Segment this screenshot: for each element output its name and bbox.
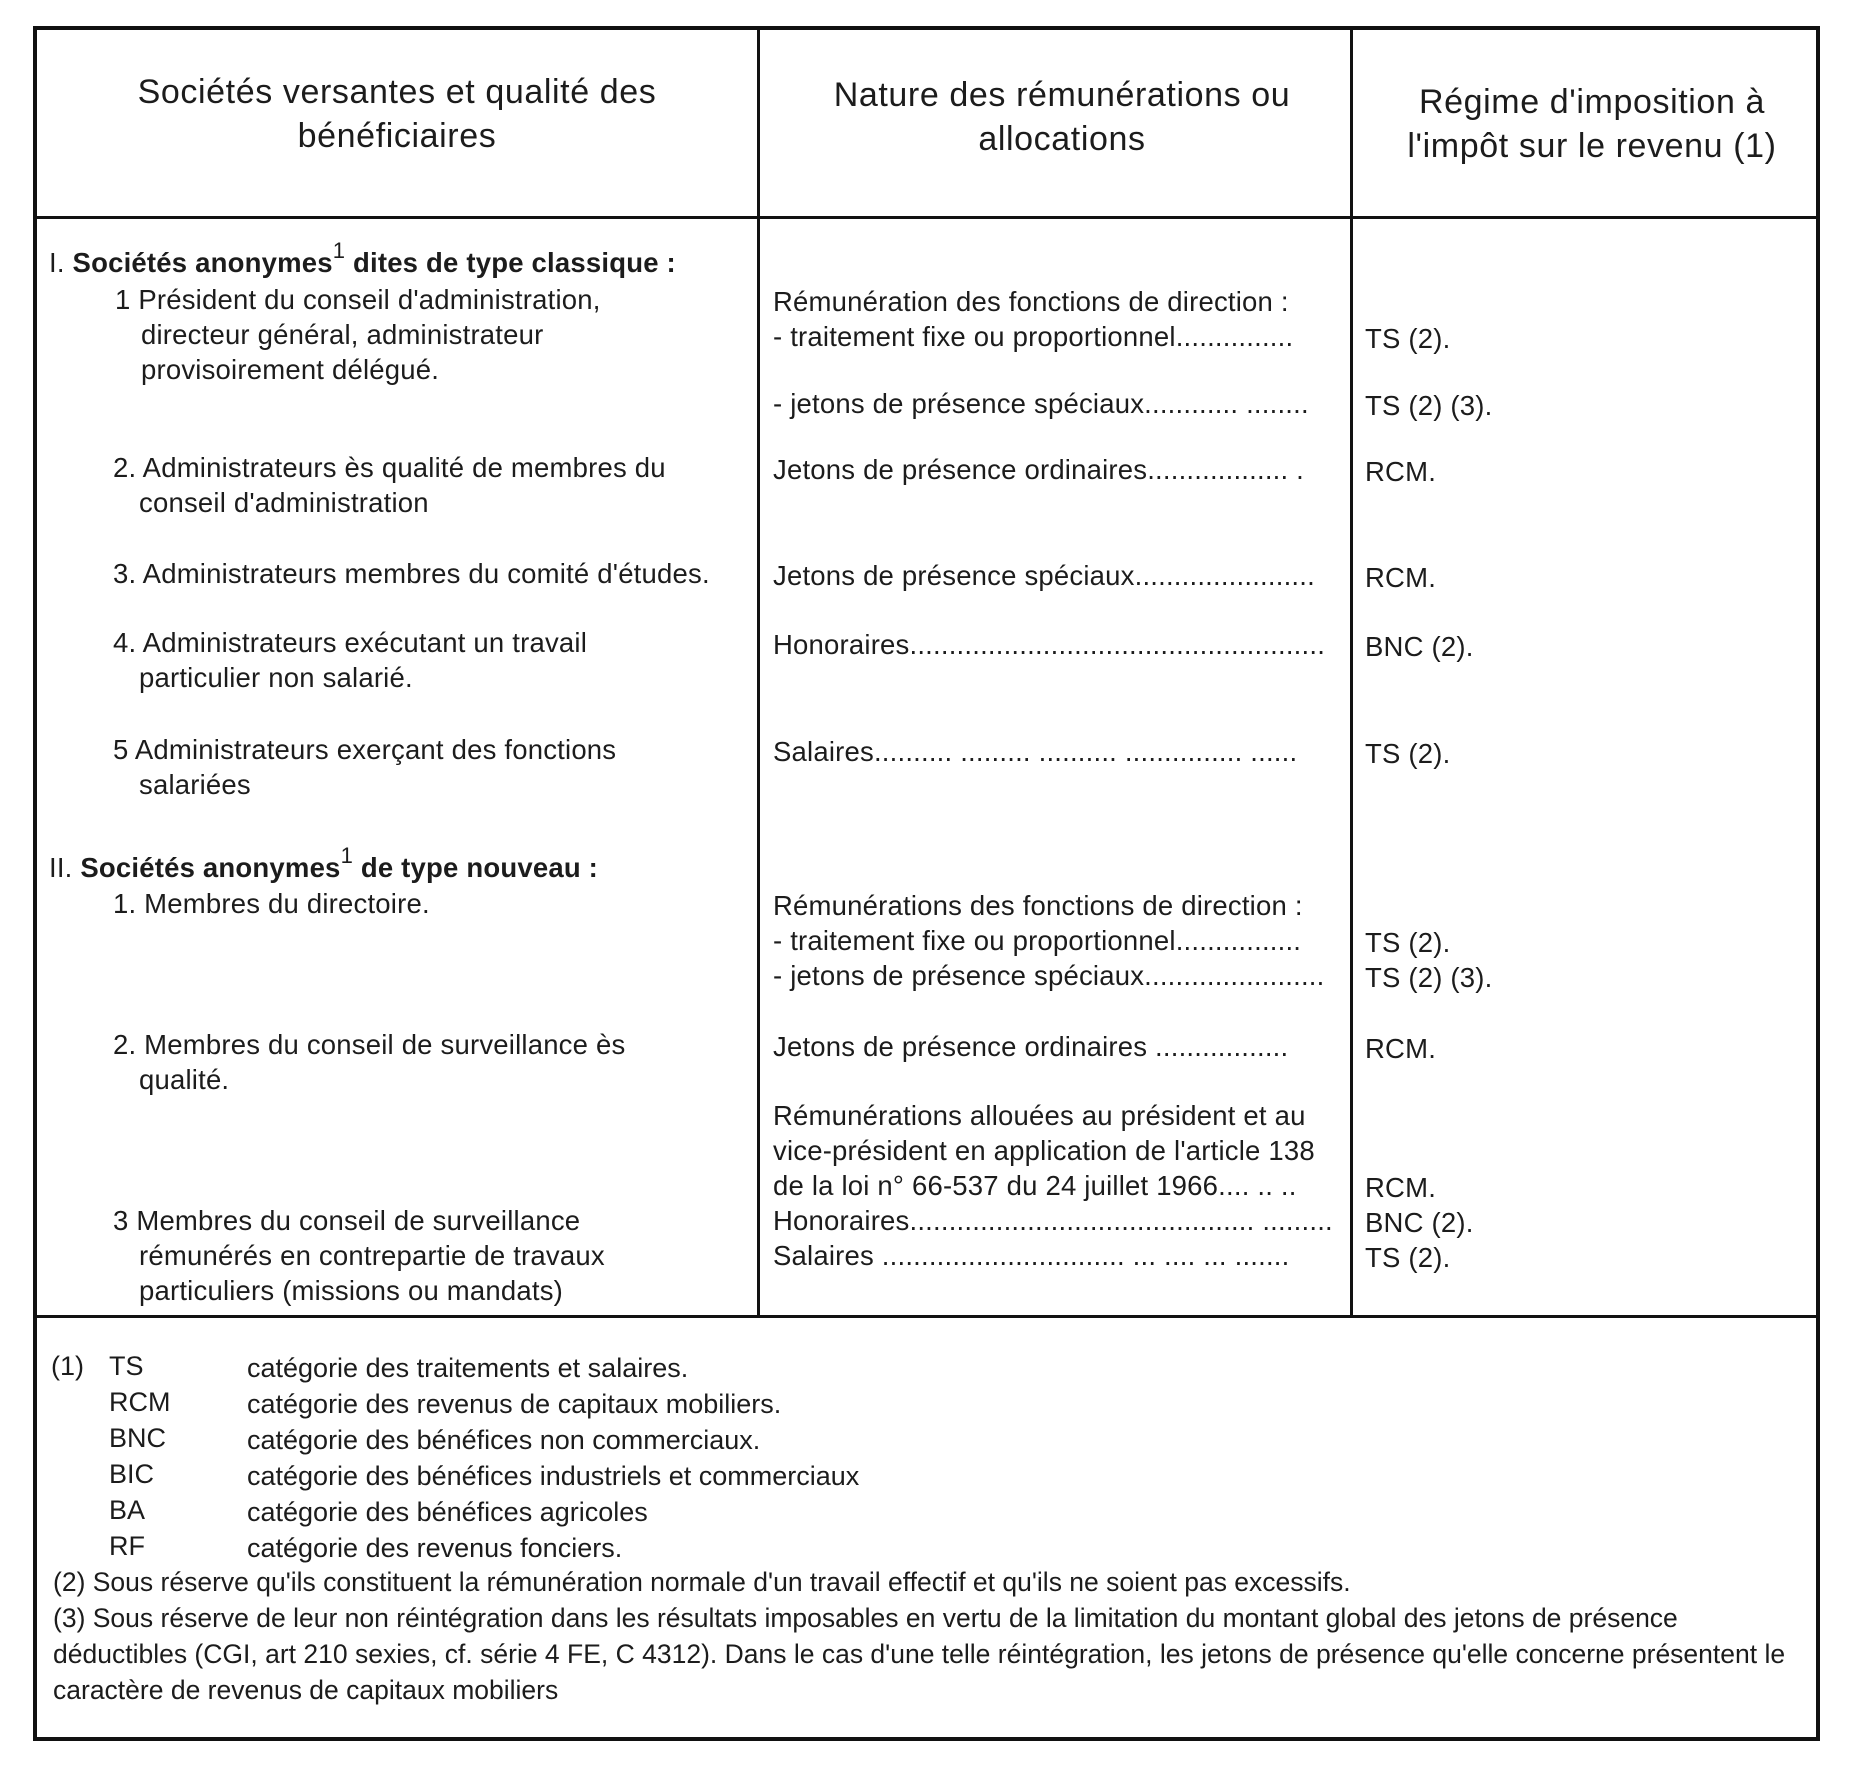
- abbr-desc: catégorie des bénéfices non commerciaux.: [247, 1425, 761, 1455]
- s1-item3-nature: Jetons de présence spéciaux.......................: [773, 560, 1315, 591]
- section1-title-a: Sociétés anonymes: [72, 247, 333, 278]
- s2-item3-regime-2: TS (2).: [1365, 1242, 1451, 1273]
- column-divider-1: [757, 30, 760, 1315]
- note1-label: (1): [51, 1351, 84, 1381]
- s2-item1-nature-head: Rémunérations des fonctions de direction :: [773, 890, 1303, 921]
- abbr-code: TS: [109, 1351, 144, 1381]
- s2-item1-nature-2: - jetons de présence spéciaux.......................: [773, 960, 1325, 991]
- s2-item2-nature-b1: Rémunérations allouées au président et au: [773, 1100, 1306, 1131]
- header-col3: Régime d'imposition à l'impôt sur le revenu (1): [1407, 83, 1777, 165]
- notes-divider: [37, 1315, 1816, 1318]
- section2-title-a: Sociétés anonymes: [80, 852, 341, 883]
- s2-item3-nature-2: Salaires ............................... ... .... ... .......: [773, 1240, 1290, 1271]
- s2-item3-nature-1: Honoraires............................................ .........: [773, 1205, 1333, 1236]
- s1-item2-nature: Jetons de présence ordinaires.................. .: [773, 454, 1305, 485]
- tax-regime-table: [33, 26, 1820, 1741]
- s1-item4-regime: BNC (2).: [1365, 631, 1474, 662]
- section1-roman: I.: [49, 247, 65, 278]
- s1-item3-regime: RCM.: [1365, 562, 1437, 593]
- section2-title-b: de type nouveau :: [353, 852, 599, 883]
- s1-item1-regime-2: TS (2) (3).: [1365, 390, 1493, 421]
- abbr-desc: catégorie des bénéfices industriels et commerciaux: [247, 1461, 860, 1491]
- s1-item5-nature: Salaires.......... ......... .......... ............... ......: [773, 736, 1298, 767]
- section1-title: [49, 238, 676, 280]
- abbr-desc: catégorie des revenus fonciers.: [247, 1533, 623, 1563]
- s1-item5-line2: salariées: [139, 769, 251, 800]
- s1-item2-line1: 2. Administrateurs ès qualité de membres du: [113, 452, 666, 483]
- s1-item5-line1: 5 Administrateurs exerçant des fonctions: [113, 734, 617, 765]
- s2-item3-line1: 3 Membres du conseil de surveillance: [113, 1205, 581, 1236]
- abbr-code: RF: [109, 1531, 145, 1561]
- s1-item2-line2: conseil d'administration: [139, 487, 429, 518]
- s1-item3-line1: 3. Administrateurs membres du comité d'études.: [113, 558, 710, 589]
- abbr-code: BA: [109, 1495, 146, 1525]
- s1-item1-line1: 1 Président du conseil d'administration,: [115, 284, 601, 315]
- s1-item1-nature-1: - traitement fixe ou proportionnel...............: [773, 321, 1294, 352]
- header-divider: [37, 216, 1816, 219]
- header-col1: Sociétés versantes et qualité des bénéficiaires: [137, 73, 657, 155]
- abbr-desc: catégorie des revenus de capitaux mobiliers.: [247, 1389, 782, 1419]
- s2-item3-regime-1: BNC (2).: [1365, 1207, 1474, 1238]
- note-2: (2) Sous réserve qu'ils constituent la rémunération normale d'un travail effectif et qu'ils ne soient pas excessifs.: [53, 1567, 1351, 1597]
- section2-footnote-ref: 1: [340, 843, 353, 868]
- abbr-desc: catégorie des traitements et salaires.: [247, 1353, 689, 1383]
- s1-item1-nature-2: - jetons de présence spéciaux............ ........: [773, 388, 1309, 419]
- s2-item3-line3: particuliers (missions ou mandats): [139, 1275, 564, 1306]
- s2-item2-regime: RCM.: [1365, 1033, 1437, 1064]
- s2-item1-line1: 1. Membres du directoire.: [113, 888, 430, 919]
- abbr-desc: catégorie des bénéfices agricoles: [247, 1497, 648, 1527]
- note-3: (3) Sous réserve de leur non réintégration dans les résultats imposables en vertu de la limitation du montant global des jetons de présence déductibles (CGI, art 210 sexies, cf. série 4 FE, C 4312). Dans le cas d'une telle réintégration, les jetons de présence qu'elle concerne présentent le caractère de revenus de capitaux mobiliers: [53, 1603, 1786, 1705]
- s2-item2-regime-b: RCM.: [1365, 1172, 1437, 1203]
- s2-item1-regime-2: TS (2) (3).: [1365, 962, 1493, 993]
- s2-item1-regime-1: TS (2).: [1365, 927, 1451, 958]
- s1-item1-regime-1: TS (2).: [1365, 323, 1451, 354]
- s2-item2-nature-b3: de la loi n° 66-537 du 24 juillet 1966.... .. ..: [773, 1170, 1297, 1201]
- s2-item2-line1: 2. Membres du conseil de surveillance ès: [113, 1029, 626, 1060]
- s1-item4-nature: Honoraires.....................................................: [773, 629, 1326, 660]
- s1-item1-line3: provisoirement délégué.: [141, 354, 440, 385]
- abbr-code: BIC: [109, 1459, 155, 1489]
- s1-item4-line2: particulier non salarié.: [139, 662, 413, 693]
- s1-item1-nature-head: Rémunération des fonctions de direction :: [773, 286, 1289, 317]
- section1-footnote-ref: 1: [332, 238, 346, 263]
- section2-roman: II.: [49, 852, 73, 883]
- s1-item5-regime: TS (2).: [1365, 738, 1451, 769]
- section2-title: [49, 843, 599, 885]
- abbr-code: RCM: [109, 1387, 171, 1417]
- s2-item1-nature-1: - traitement fixe ou proportionnel................: [773, 925, 1302, 956]
- s2-item2-nature: Jetons de présence ordinaires .................: [773, 1031, 1289, 1062]
- s2-item2-line2: qualité.: [139, 1064, 230, 1095]
- s1-item4-line1: 4. Administrateurs exécutant un travail: [113, 627, 588, 658]
- header-col2: Nature des rémunérations ou allocations: [833, 76, 1291, 158]
- abbr-code: BNC: [109, 1423, 167, 1453]
- s2-item3-line2: rémunérés en contrepartie de travaux: [139, 1240, 605, 1271]
- column-divider-2: [1350, 30, 1353, 1315]
- s2-item2-nature-b2: vice-président en application de l'article 138: [773, 1135, 1315, 1166]
- section1-title-b: dites de type classique :: [345, 247, 676, 278]
- s1-item2-regime: RCM.: [1365, 456, 1437, 487]
- s1-item1-line2: directeur général, administrateur: [141, 319, 544, 350]
